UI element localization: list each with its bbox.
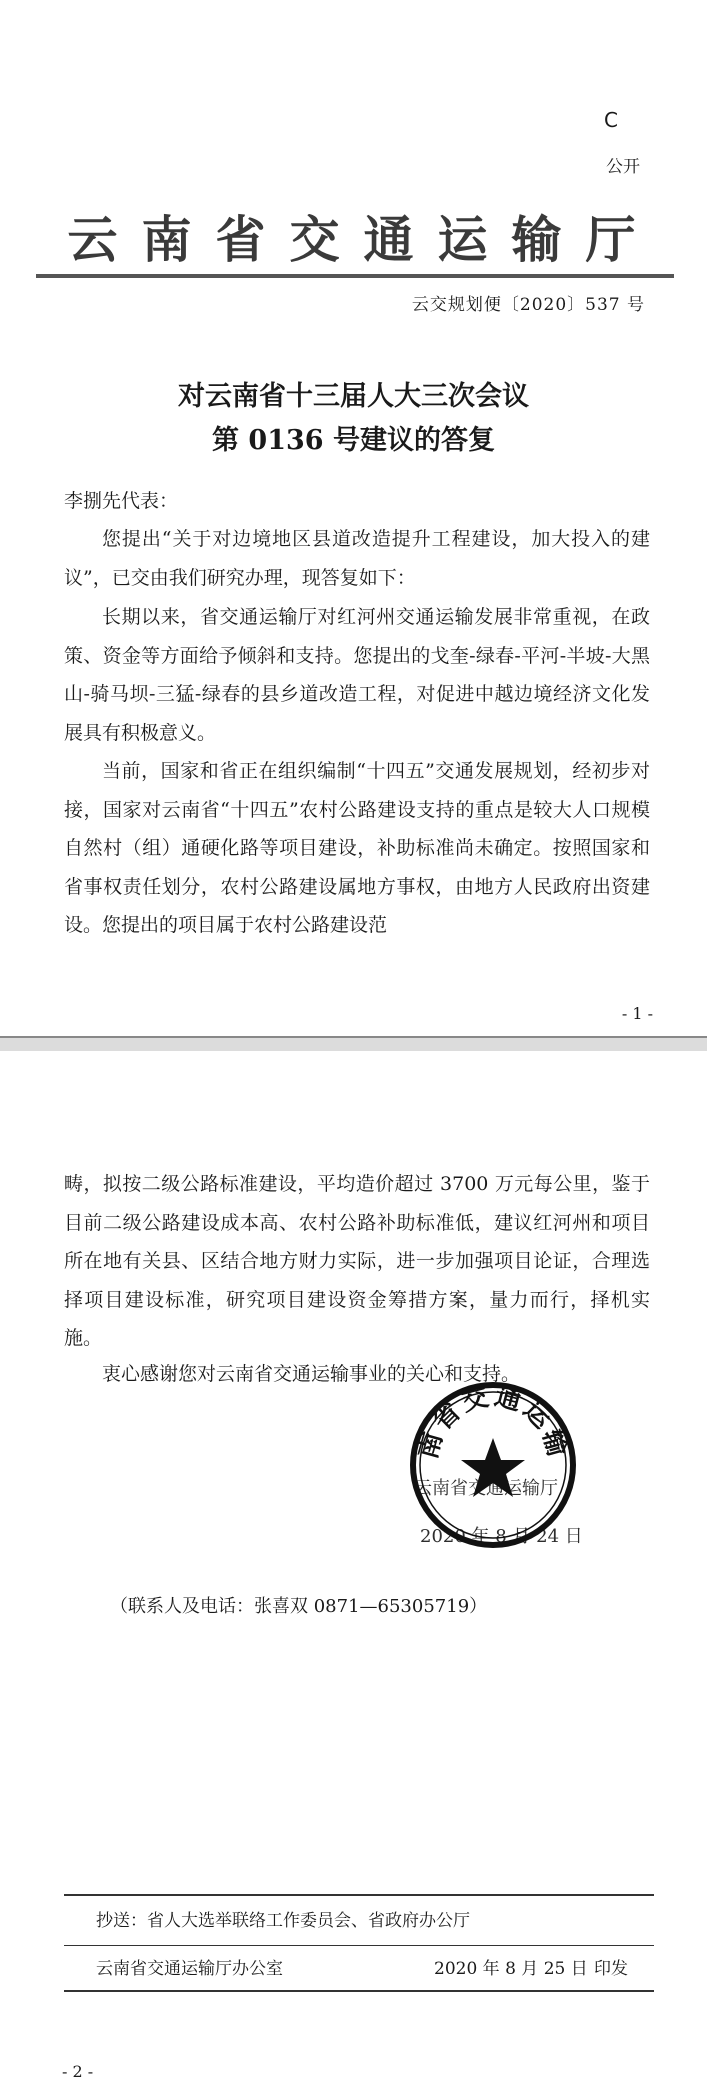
page-1 xyxy=(0,0,707,1040)
issue-date: 2020 年 8 月 25 日 xyxy=(434,1959,588,1979)
salutation: 李捌先代表： xyxy=(64,490,179,512)
official-seal xyxy=(408,1380,578,1550)
body-paragraph-3: 当前，国家和省正在组织编制“十四五”交通发展规划，经初步对接，国家对云南省“十四五”农村公路建设支持的重点是较大人口规模自然村（组）通硬化路等项目建设，补助标准尚未确定。按照国家和省事权责任划分，农村公路建设属地方事权，由地方人民政府出资建设。您提出的项目属于农村公路建设范 xyxy=(64,760,650,936)
body-paragraph-4: 畴，拟按二级公路标准建设，平均造价超过 3700 万元每公里，鉴于目前二级公路建设成本高、农村公路补助标准低，建议红河州和项目所在地有关县、区结合地方财力实际，进一步加强项目论证，合理选择项目建设标准，研究项目建设资金筹措方案，量力而行，择机实施。 xyxy=(64,1173,650,1349)
page-number-2: - 2 - xyxy=(62,2062,94,2081)
issuing-office: 云南省交通运输厅办公室 xyxy=(96,1959,283,1979)
print-mark: 印发 xyxy=(594,1959,628,1979)
document-number: 云交规划便〔2020〕537 号 xyxy=(411,295,645,315)
document-title-line-2: 第 0136 号建议的答复 xyxy=(212,425,495,456)
footer-rule-bottom xyxy=(64,1990,654,1992)
body-paragraph-2: 长期以来，省交通运输厅对红河州交通运输发展非常重视，在政策、资金等方面给予倾斜和支持。您提出的戈奎-绿春-平河-半坡-大黑山-骑马坝-三猛-绿春的县乡道改造工程，对促进中越边境经济文化发展具有积极意义。 xyxy=(64,606,650,744)
star-icon xyxy=(461,1438,525,1497)
signature-agency: 云南省交通运输厅 xyxy=(414,1478,558,1499)
footer-rule-middle xyxy=(64,1945,654,1946)
body-paragraph-1: 您提出“关于对边境地区县道改造提升工程建设，加大投入的建议”，已交由我们研究办理，现答复如下： xyxy=(64,528,650,589)
seal-text: 南省交通运输 xyxy=(413,1381,573,1463)
page-number: - 1 - xyxy=(621,1004,653,1023)
signature-date: 2020 年 8 月 24 日 xyxy=(420,1526,583,1547)
issuing-agency-header: 云南省交通运输厅 xyxy=(67,210,660,269)
header-rule xyxy=(36,274,674,278)
classification-mark: C xyxy=(604,108,618,132)
body-paragraph-5: 衷心感谢您对云南省交通运输事业的关心和支持。 xyxy=(102,1363,521,1385)
contact-info: （联系人及电话：张喜双 0871—65305719） xyxy=(110,1596,488,1617)
footer-rule-top xyxy=(64,1894,654,1896)
cc-list: 抄送：省人大选举联络工作委员会、省政府办公厅 xyxy=(96,1911,470,1931)
document-title-line-1: 对云南省十三届人大三次会议 xyxy=(178,381,529,412)
disclosure-label: 公开 xyxy=(606,157,640,177)
